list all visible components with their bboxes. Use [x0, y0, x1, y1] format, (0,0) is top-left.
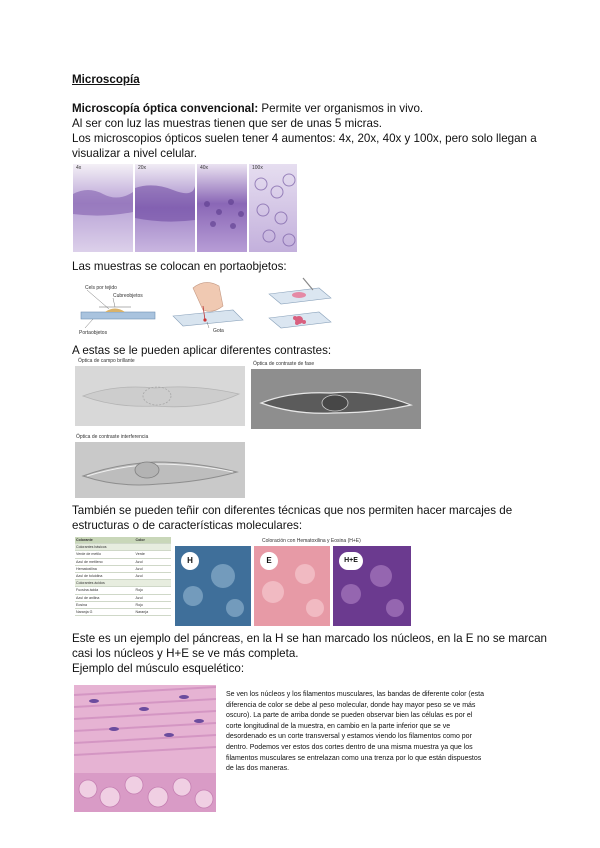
stain-table-row: [75, 565, 171, 572]
skeletal-muscle-image: [74, 685, 216, 812]
slide-label-cells: Cels por tejido: [85, 285, 117, 291]
interference-label: Óptica de contraste interferencia: [76, 434, 149, 440]
stain-table-cell-dye: Azul de metileno: [75, 558, 135, 565]
stains-text-2: estructuras o de características moleculares:: [72, 519, 303, 532]
stain-table-cell-dye: Hematoxilina: [75, 565, 135, 572]
phase-contrast-cell: [251, 369, 421, 429]
stain-table-row: [75, 608, 171, 615]
muscle-description-line: corte longitudinal de la muestra, en cambio en la parte inferior que se ve: [226, 722, 451, 730]
epithelium-magnification-image: [73, 164, 297, 252]
muscle-description-line: dentro. Podemos ver estos dos cortes dentro de una misma muestra ya que los: [226, 743, 473, 751]
stain-table-row: [75, 587, 171, 594]
contrast-text: A estas se le pueden aplicar diferentes contrastes:: [72, 344, 332, 357]
stain-table: [75, 537, 171, 616]
muscle-description-line: oscuro). La parte de arriba donde se pueden observar bien las células es por el: [226, 712, 473, 720]
mag-label-4x: 4x: [76, 165, 82, 171]
stain-table-cell-color: Verde: [135, 551, 171, 558]
muscle-description-line: desordenado es un corte transversal y estamos viendo los filamentos como por: [226, 733, 472, 741]
stain-table-cell-dye: Verde de metilo: [75, 551, 135, 558]
stain-table-cell-dye: Colorantes ácidos: [75, 580, 135, 587]
pancreas-line-2: casi los núcleos y H+E se ve más completa.: [72, 647, 299, 660]
he-panel-label-h: H: [181, 552, 199, 570]
bright-field-label: Óptica de campo brillante: [78, 358, 135, 364]
muscle-description-line: filamentos musculares se entrelazan como una trenza por lo que están dispuestos: [226, 754, 482, 762]
slide-label-coverslip: Cubreobjetos: [113, 293, 143, 299]
slide-label-slide: Portaobjetos: [79, 330, 108, 336]
stain-table-row: [75, 558, 171, 565]
stain-table-cell-dye: Fucsina ácida: [75, 587, 135, 594]
stain-table-cell-color: Azul: [135, 572, 171, 579]
stains-text-1: También se pueden teñir con diferentes técnicas que nos permiten hacer marcajes de: [72, 504, 513, 517]
he-panel-label-e: E: [260, 552, 278, 570]
stain-table-header: [75, 537, 171, 544]
stain-table-cell-dye: Eosina: [75, 601, 135, 608]
pancreas-line-1: Este es un ejemplo del páncreas, en la H se han marcado los núcleos, en la E no se marcan: [72, 632, 547, 645]
stain-table-row: [75, 601, 171, 608]
stain-table-cell-color: [135, 544, 171, 551]
stain-table-cell-color: Azul: [135, 594, 171, 601]
muscle-description-line: Se ven los núcleos y los filamentos musculares, las bandas de diferente color (esta: [226, 691, 484, 698]
stain-table-section-row: [75, 580, 171, 587]
stain-table-cell-dye: Colorantes básicos: [75, 544, 135, 551]
stain-table-cell-color: Azul: [135, 558, 171, 565]
stain-table-cell-color: [135, 580, 171, 587]
muscle-description: [226, 690, 541, 775]
pancreas-line-3: Ejemplo del músculo esquelético:: [72, 662, 245, 675]
stain-table-cell-color: Rojo: [135, 587, 171, 594]
mag-label-100x: 100x: [252, 165, 263, 171]
muscle-description-line: de las dos maneras.: [226, 765, 290, 773]
stain-table-cell-dye: Naranja G: [75, 608, 135, 615]
skeletal-muscle-illustration: [74, 685, 216, 812]
intro-lead-rest: Permite ver organismos in vivo.: [258, 102, 424, 115]
he-panels: [175, 546, 411, 626]
intro-line-1: [72, 101, 423, 116]
epithelium-illustration: [73, 164, 297, 252]
intro-line-2: Al ser con luz las muestras tienen que ser de unas 5 micras.: [72, 117, 382, 130]
he-panel-label-he: H+E: [339, 552, 363, 570]
stain-table-cell-color: Naranja: [135, 608, 171, 615]
slide-label-drop: Gota: [213, 328, 224, 334]
stain-table-cell-dye: Azul de anilina: [75, 594, 135, 601]
stain-table-section-row: [75, 544, 171, 551]
he-panels-illustration: [175, 546, 411, 626]
muscle-description-line: diferencia de color se debe al peso molecular, donde hay mayor peso se ve más: [226, 701, 476, 709]
intro-line-4: visualizar a nivel celular.: [72, 147, 198, 160]
mag-label-20x: 20x: [138, 165, 147, 171]
bright-field-cell: [75, 366, 245, 426]
stain-table-header-dye: Colorante: [75, 537, 135, 544]
stain-table-grid: [75, 537, 171, 616]
he-title: Coloración con Hematoxilina y Eosina (H+E): [262, 538, 361, 544]
phase-label: Óptica de contraste de fase: [253, 361, 315, 367]
stain-table-cell-color: Rojo: [135, 601, 171, 608]
bright-field-image: [75, 366, 245, 426]
slide-preparation-illustration: [73, 276, 335, 338]
interference-contrast-image: [75, 442, 245, 498]
stain-table-cell-color: Azul: [135, 565, 171, 572]
stain-table-row: [75, 594, 171, 601]
stain-table-body: [75, 544, 171, 616]
page-title: Microscopía: [72, 73, 140, 86]
mag-label-40x: 40x: [200, 165, 209, 171]
intro-line-3: Los microscopios ópticos suelen tener 4 aumentos: 4x, 20x, 40x y 100x, pero solo llegan a: [72, 132, 537, 145]
interference-cell: [75, 442, 245, 498]
stain-table-header-color: Color: [135, 537, 171, 544]
stain-table-cell-dye: Azul de toluidina: [75, 572, 135, 579]
phase-contrast-image: [251, 369, 421, 429]
intro-lead-bold: Microscopía óptica convencional:: [72, 102, 259, 115]
stain-table-row: [75, 572, 171, 579]
slides-text: Las muestras se colocan en portaobjetos:: [72, 260, 287, 273]
stain-table-row: [75, 551, 171, 558]
